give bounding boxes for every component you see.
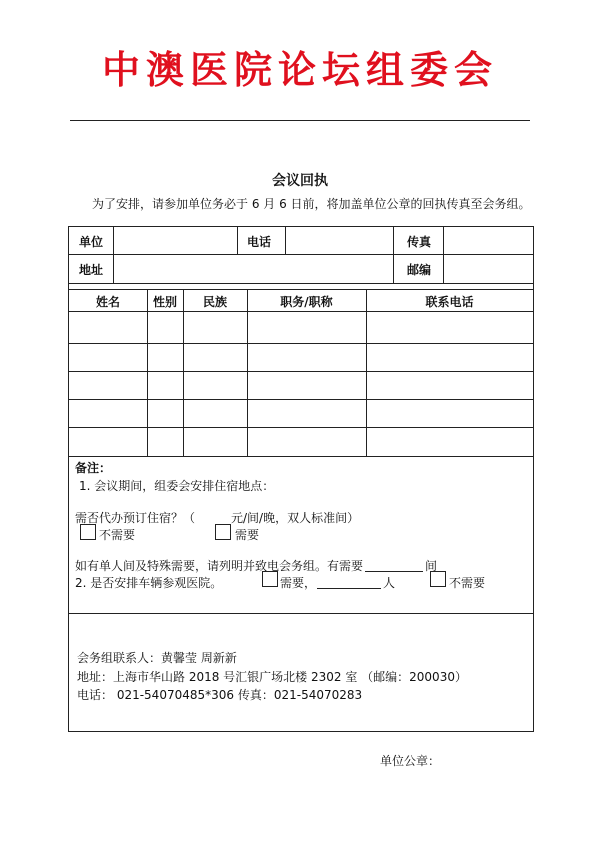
table-row[interactable] — [69, 400, 533, 427]
postcode-field[interactable] — [443, 255, 533, 283]
contact-phone-fax: 电话： 021-54070485*306 传真：021-54070283 — [77, 688, 363, 702]
contact-address: 地址：上海市华山路 2018 号汇银广场北楼 2302 室 （邮编：200030） — [77, 670, 467, 684]
vehicle-people-field[interactable] — [317, 588, 381, 589]
fax-label: 传真 — [407, 235, 432, 249]
lodging-question: 需否代办预订住宿？（ — [75, 511, 196, 525]
organization-title: 中澳医院论坛组委会 — [101, 47, 498, 92]
special-needs-text: 如有单人间及特殊需要，请列明并致电会务组。有需要 — [75, 559, 364, 573]
column-header-title: 职务/职称 — [280, 295, 333, 309]
rooms-unit: 间 — [425, 559, 438, 573]
column-header-name: 姓名 — [95, 295, 120, 309]
unit-seal-label: 单位公章： — [380, 754, 441, 768]
vehicle-yes-label: 需要， — [280, 576, 317, 590]
intro-text: 为了安排，请参加单位务必于 6 月 6 日前，将加盖单位公章的回执传真至会务组。 — [92, 197, 531, 211]
phone-label: 电话 — [247, 235, 272, 249]
unit-field[interactable] — [113, 227, 237, 255]
notes-heading: 备注： — [75, 461, 112, 475]
lodging-yes-checkbox[interactable] — [215, 524, 231, 540]
table-row[interactable] — [69, 428, 533, 456]
contact-persons: 会务组联系人：黄馨莹 周新新 — [77, 651, 237, 665]
note-item-2: 2. 是否安排车辆参观医院。 — [75, 576, 223, 590]
vehicle-people-unit: 人 — [383, 576, 396, 590]
vehicle-no-label: 不需要 — [449, 576, 486, 590]
fax-field[interactable] — [443, 227, 533, 255]
rooms-count-field[interactable] — [365, 571, 423, 572]
lodging-no-label: 不需要 — [99, 528, 136, 542]
table-row[interactable] — [69, 312, 533, 343]
phone-field[interactable] — [285, 227, 393, 255]
reply-form-table — [68, 226, 534, 732]
vehicle-no-checkbox[interactable] — [430, 571, 446, 587]
address-label: 地址 — [79, 263, 104, 277]
lodging-no-checkbox[interactable] — [80, 524, 96, 540]
table-row[interactable] — [69, 372, 533, 399]
title-divider — [70, 120, 530, 121]
lodging-price: 元/间/晚，双人标准间） — [231, 511, 360, 525]
address-field[interactable] — [113, 255, 393, 283]
lodging-yes-label: 需要 — [235, 528, 260, 542]
vehicle-yes-checkbox[interactable] — [262, 571, 278, 587]
form-title: 会议回执 — [272, 173, 328, 189]
table-row[interactable] — [69, 344, 533, 371]
postcode-label: 邮编 — [407, 263, 432, 277]
unit-label: 单位 — [79, 235, 104, 249]
column-header-gender: 性别 — [152, 295, 177, 309]
column-header-ethnicity: 民族 — [202, 295, 227, 309]
note-item-1: 1. 会议期间，组委会安排住宿地点： — [79, 479, 275, 493]
column-header-phone: 联系电话 — [425, 295, 474, 309]
